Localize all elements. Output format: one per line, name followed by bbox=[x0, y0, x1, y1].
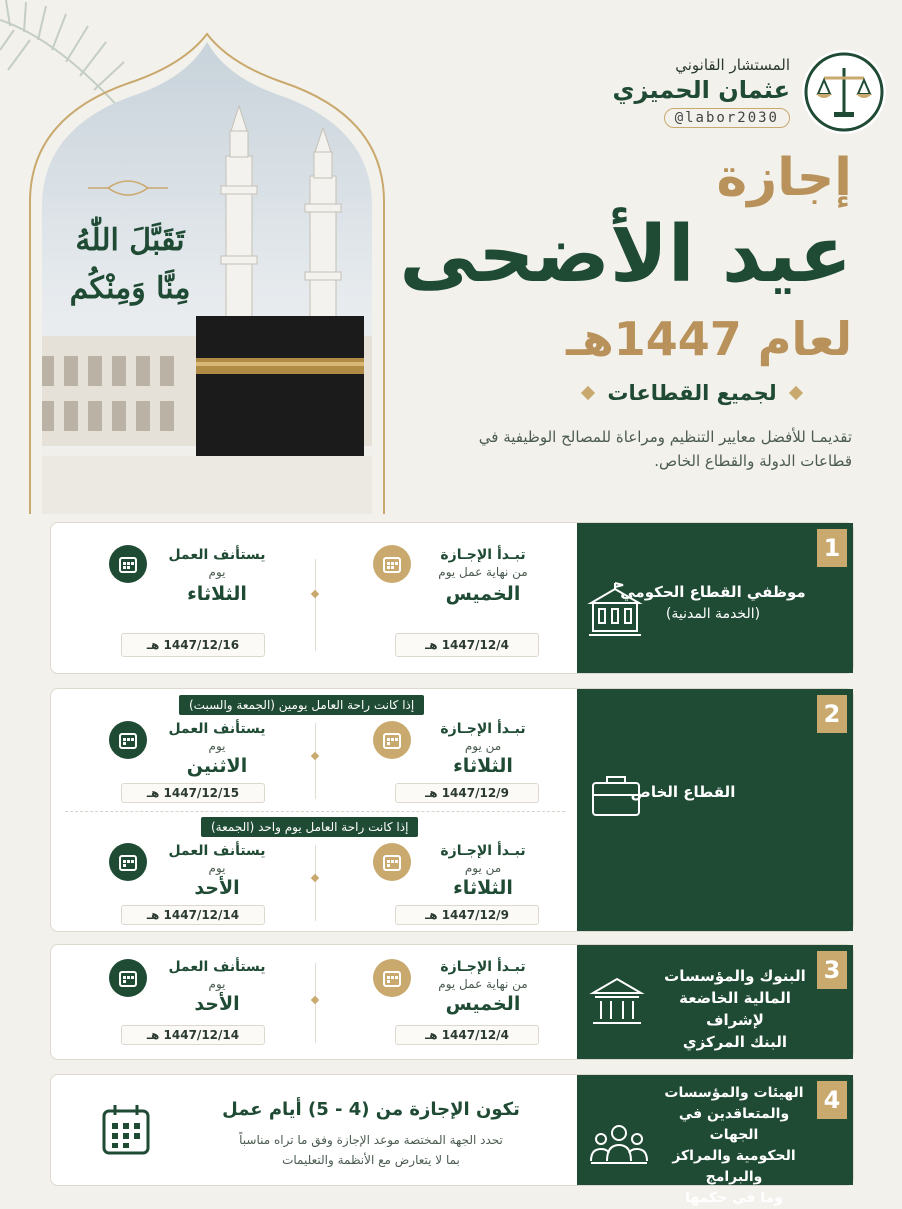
resume-label: يستأنف العمل bbox=[168, 721, 266, 737]
resume-label: يستأنف العمل bbox=[168, 547, 266, 563]
brand-name: عثمان الحميزي bbox=[612, 76, 790, 104]
calendar-icon bbox=[373, 959, 411, 997]
section-number-badge: 3 bbox=[817, 951, 847, 989]
divider-diamond bbox=[311, 874, 319, 882]
diamond-ornament bbox=[581, 386, 595, 400]
start-label: تبـدأ الإجـازة bbox=[440, 547, 526, 563]
section-1-title: موظفي القطاع الحكومي bbox=[620, 583, 806, 601]
start-sub: من يوم bbox=[464, 739, 502, 753]
calendar-icon bbox=[373, 545, 411, 583]
section-number-badge: 4 bbox=[817, 1081, 847, 1119]
section-1-header bbox=[577, 523, 853, 673]
section-3-header bbox=[577, 945, 853, 1059]
condition-banner: إذا كانت راحة العامل يوم واحد (الجمعة) bbox=[201, 817, 418, 837]
section-card-4 bbox=[50, 1074, 854, 1206]
section-3-title-line-2: المالية الخاضعة لإشراف bbox=[679, 989, 791, 1029]
start-label: تبـدأ الإجـازة bbox=[440, 843, 526, 859]
sectors-label bbox=[532, 375, 852, 411]
section-4-note-line-1: تحدد الجهة المختصة موعد الإجازة وفق ما تراه مناسباً bbox=[239, 1133, 503, 1147]
resume-label: يستأنف العمل bbox=[168, 843, 266, 859]
resume-sub: يوم bbox=[208, 565, 226, 579]
resume-date: 1447/12/16 هـ bbox=[121, 633, 265, 657]
section-1-subtitle: (الخدمة المدنية) bbox=[665, 606, 761, 622]
calendar-icon bbox=[109, 545, 147, 583]
start-day: الثلاثاء bbox=[453, 755, 513, 777]
start-label: تبـدأ الإجـازة bbox=[440, 721, 526, 737]
resume-day: الأحد bbox=[194, 993, 240, 1015]
divider-diamond bbox=[311, 590, 319, 598]
section-4-title-line-1: الهيئات والمؤسسات bbox=[664, 1085, 804, 1101]
section-card-1 bbox=[50, 522, 854, 674]
section-4-title-line-3: الحكومية والمراكز والبرامج bbox=[672, 1148, 796, 1185]
start-date: 1447/12/4 هـ bbox=[395, 1025, 539, 1045]
calendar-icon bbox=[373, 843, 411, 881]
column-divider bbox=[315, 845, 316, 921]
resume-label: يستأنف العمل bbox=[168, 959, 266, 975]
section-4-note-line-2: بما لا يتعارض مع الأنظمة والتعليمات bbox=[282, 1153, 460, 1167]
resume-day: الثلاثاء bbox=[187, 583, 247, 605]
section-card-3 bbox=[50, 944, 854, 1060]
start-day: الخميس bbox=[445, 583, 521, 605]
resume-sub: يوم bbox=[208, 739, 226, 753]
calendar-icon bbox=[109, 959, 147, 997]
brand-handle: @labor2030 bbox=[664, 108, 790, 128]
bank-icon bbox=[589, 975, 645, 1031]
resume-day: الاثنين bbox=[186, 755, 248, 777]
start-date: 1447/12/9 هـ bbox=[395, 905, 539, 925]
column-divider bbox=[315, 559, 316, 651]
resume-sub: يوم bbox=[208, 861, 226, 875]
section-3-title-line-3: البنك المركزي bbox=[682, 1033, 788, 1051]
section-4-headline: تكون الإجازة من (4 - 5) أيام عمل bbox=[222, 1099, 520, 1120]
resume-date: 1447/12/15 هـ bbox=[121, 783, 265, 803]
brand-subtitle: المستشار القانوني bbox=[675, 56, 790, 74]
scales-icon bbox=[802, 50, 886, 134]
column-divider bbox=[315, 723, 316, 799]
start-sub: من نهاية عمل يوم bbox=[438, 565, 528, 579]
diamond-ornament bbox=[789, 386, 803, 400]
start-date: 1447/12/4 هـ bbox=[395, 633, 539, 657]
headline-line-3: لعام 1447هـ bbox=[566, 312, 852, 366]
kaaba-arch-illustration bbox=[28, 36, 386, 514]
start-label: تبـدأ الإجـازة bbox=[440, 959, 526, 975]
resume-date: 1447/12/14 هـ bbox=[121, 1025, 265, 1045]
start-day: الثلاثاء bbox=[453, 877, 513, 899]
section-number-badge: 1 bbox=[817, 529, 847, 567]
sectors-label-text: لجميع القطاعات bbox=[607, 381, 777, 405]
resume-date: 1447/12/14 هـ bbox=[121, 905, 265, 925]
section-4-title-line-4: وما في حكمها bbox=[685, 1190, 783, 1206]
start-sub: من يوم bbox=[464, 861, 502, 875]
calendar-icon bbox=[101, 1103, 151, 1157]
resume-day: الأحد bbox=[194, 877, 240, 899]
people-group-icon bbox=[589, 1121, 649, 1167]
section-2-title: القطاع الخاص bbox=[630, 783, 736, 801]
section-4-title-line-2: والمتعاقدين في الجهات bbox=[678, 1106, 790, 1143]
calendar-icon bbox=[373, 721, 411, 759]
divider-diamond bbox=[311, 996, 319, 1004]
greeting-line-1: تَقَبَّلَ اللّٰهُ bbox=[75, 223, 185, 258]
calendar-icon bbox=[109, 843, 147, 881]
case-separator bbox=[65, 811, 565, 812]
brand-block bbox=[596, 50, 886, 136]
section-4-header bbox=[577, 1075, 853, 1206]
section-2-header bbox=[577, 689, 853, 931]
condition-banner: إذا كانت راحة العامل يومين (الجمعة والسبت) bbox=[179, 695, 424, 715]
scales-of-justice-logo bbox=[802, 50, 886, 134]
government-building-icon bbox=[585, 581, 645, 641]
section-number-badge: 2 bbox=[817, 695, 847, 733]
section-card-2 bbox=[50, 688, 854, 932]
calendar-icon bbox=[109, 721, 147, 759]
start-day: الخميس bbox=[445, 993, 521, 1015]
briefcase-icon bbox=[589, 771, 643, 819]
headline-line-1: إجازة bbox=[716, 148, 852, 208]
section-3-title-line-1: البنوك والمؤسسات bbox=[664, 967, 806, 985]
start-sub: من نهاية عمل يوم bbox=[438, 977, 528, 991]
greeting-line-2: مِنَّا وَمِنْكُم bbox=[69, 271, 191, 306]
divider-diamond bbox=[311, 752, 319, 760]
start-date: 1447/12/9 هـ bbox=[395, 783, 539, 803]
resume-sub: يوم bbox=[208, 977, 226, 991]
intro-text: تقديمـا للأفضل معايير التنظيم ومراعاة للمصالح الوظيفية في قطاعات الدولة والقطاع الخاص. bbox=[478, 428, 852, 470]
headline-line-2: عيد الأضحى bbox=[399, 210, 852, 300]
